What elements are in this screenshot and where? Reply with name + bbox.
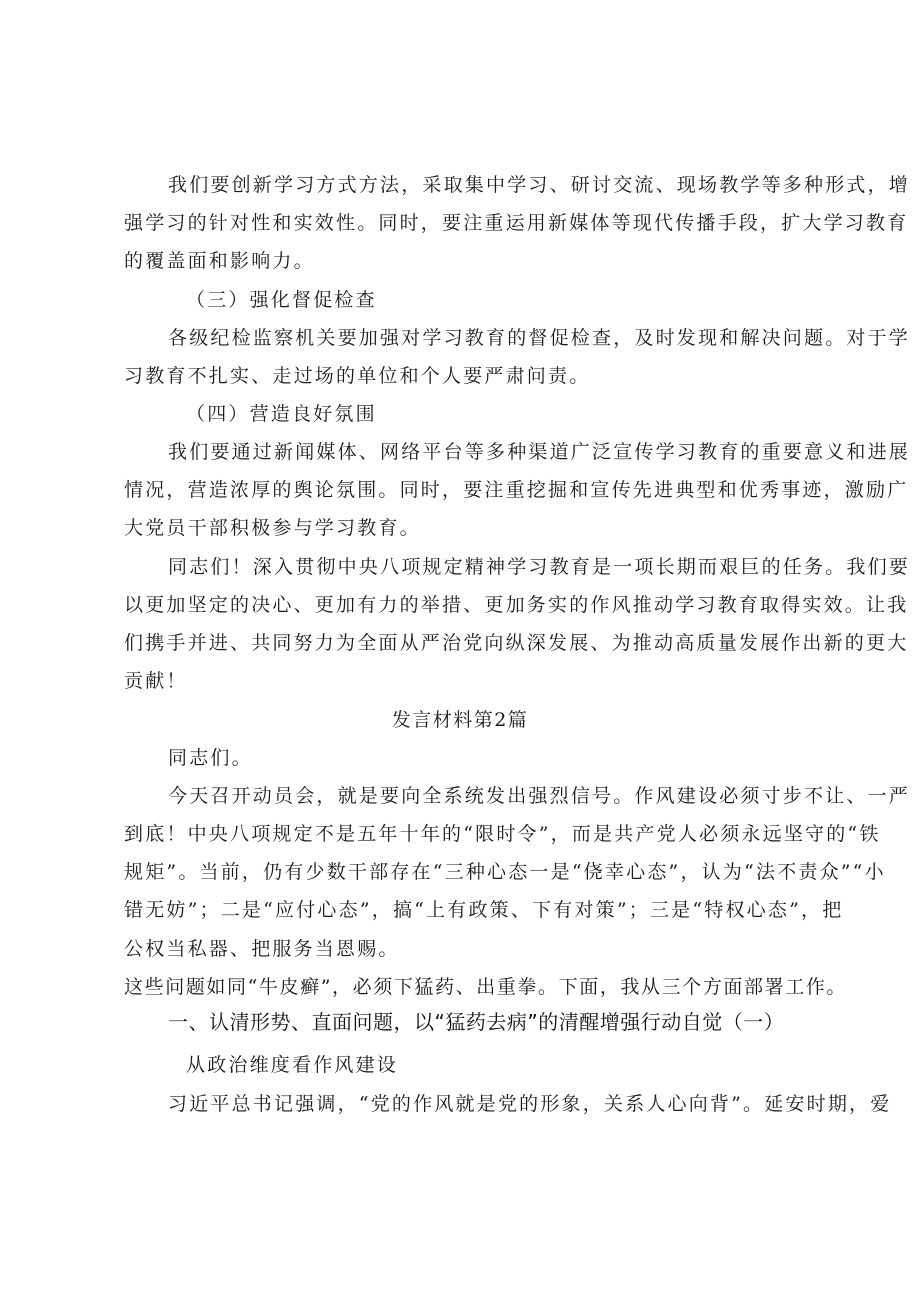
paragraph-7: 习近平总书记强调，“党的作风就是党的形象，关系人心向背”。延安时期，爱 (168, 1093, 892, 1115)
paragraph-4-line-1: 同志们！深入贯彻中央八项规定精神学习教育是一项长期而艰巨的任务。我们要 (168, 556, 911, 578)
paragraph-2-line-2: 习教育不扎实、走过场的单位和个人要严肃问责。 (124, 365, 591, 387)
paragraph-1-line-1: 我们要创新学习方式方法，采取集中学习、研讨交流、现场教学等多种形式，增 (168, 174, 911, 196)
paragraph-5-line-1: 今天召开动员会，就是要向全系统发出强烈信号。作风建设必须寸步不让、一严 (168, 785, 911, 807)
paragraph-5-line-5: 公权当私器、把服务当恩赐。 (124, 938, 400, 960)
paragraph-1-line-3: 的覆盖面和影响力。 (124, 250, 315, 272)
paragraph-5-line-4: 错无妨”；二是“应付心态”，搞“上有政策、下有对策”；三是“特权心态”，把 (124, 899, 844, 921)
paragraph-6: 这些问题如同“牛皮癣”，必须下猛药、出重拳。下面，我从三个方面部署工作。 (124, 976, 848, 998)
paragraph-4-line-3: 们携手并进、共同努力为全面从严治党向纵深发展、为推动高质量发展作出新的更大 (124, 632, 909, 654)
subheading-create-atmosphere: （四）营造良好氛围 (186, 403, 377, 425)
heading-level-1: 一、认清形势、直面问题，以“猛药去病”的清醒增强行动自觉（一） (168, 1010, 785, 1034)
paragraph-2-line-1: 各级纪检监察机关要加强对学习教育的督促检查，及时发现和解决问题。对于学 (168, 327, 911, 349)
subheading-strengthen-supervision: （三）强化督促检查 (186, 289, 377, 311)
section-title: 发言材料第2篇 (391, 709, 529, 731)
paragraph-1-line-2: 强学习的针对性和实效性。同时，要注重运用新媒体等现代传播手段，扩大学习教育 (124, 212, 909, 234)
greeting: 同志们。 (168, 747, 253, 769)
subheading-political-dimension: 从政治维度看作风建设 (186, 1054, 399, 1076)
paragraph-4-line-4: 贡献！ (124, 670, 188, 692)
paragraph-3-line-1: 我们要通过新闻媒体、网络平台等多种渠道广泛宣传学习教育的重要意义和进展 (168, 441, 911, 463)
paragraph-3-line-2: 情况，营造浓厚的舆论氛围。同时，要注重挖掘和宣传先进典型和优秀事迹，激励广 (124, 479, 909, 501)
paragraph-3-line-3: 大党员干部积极参与学习教育。 (124, 517, 421, 539)
paragraph-5-line-2: 到底！中央八项规定不是五年十年的“限时令”，而是共产党人必须永远坚守的“铁 (124, 823, 881, 845)
paragraph-4-line-2: 以更加坚定的决心、更加有力的举措、更加务实的作风推动学习教育取得实效。让我 (124, 594, 909, 616)
paragraph-5-line-3: 规矩”。当前，仍有少数干部存在“三种心态一是“侥幸心态”，认为“法不责众”“小 (124, 861, 886, 883)
